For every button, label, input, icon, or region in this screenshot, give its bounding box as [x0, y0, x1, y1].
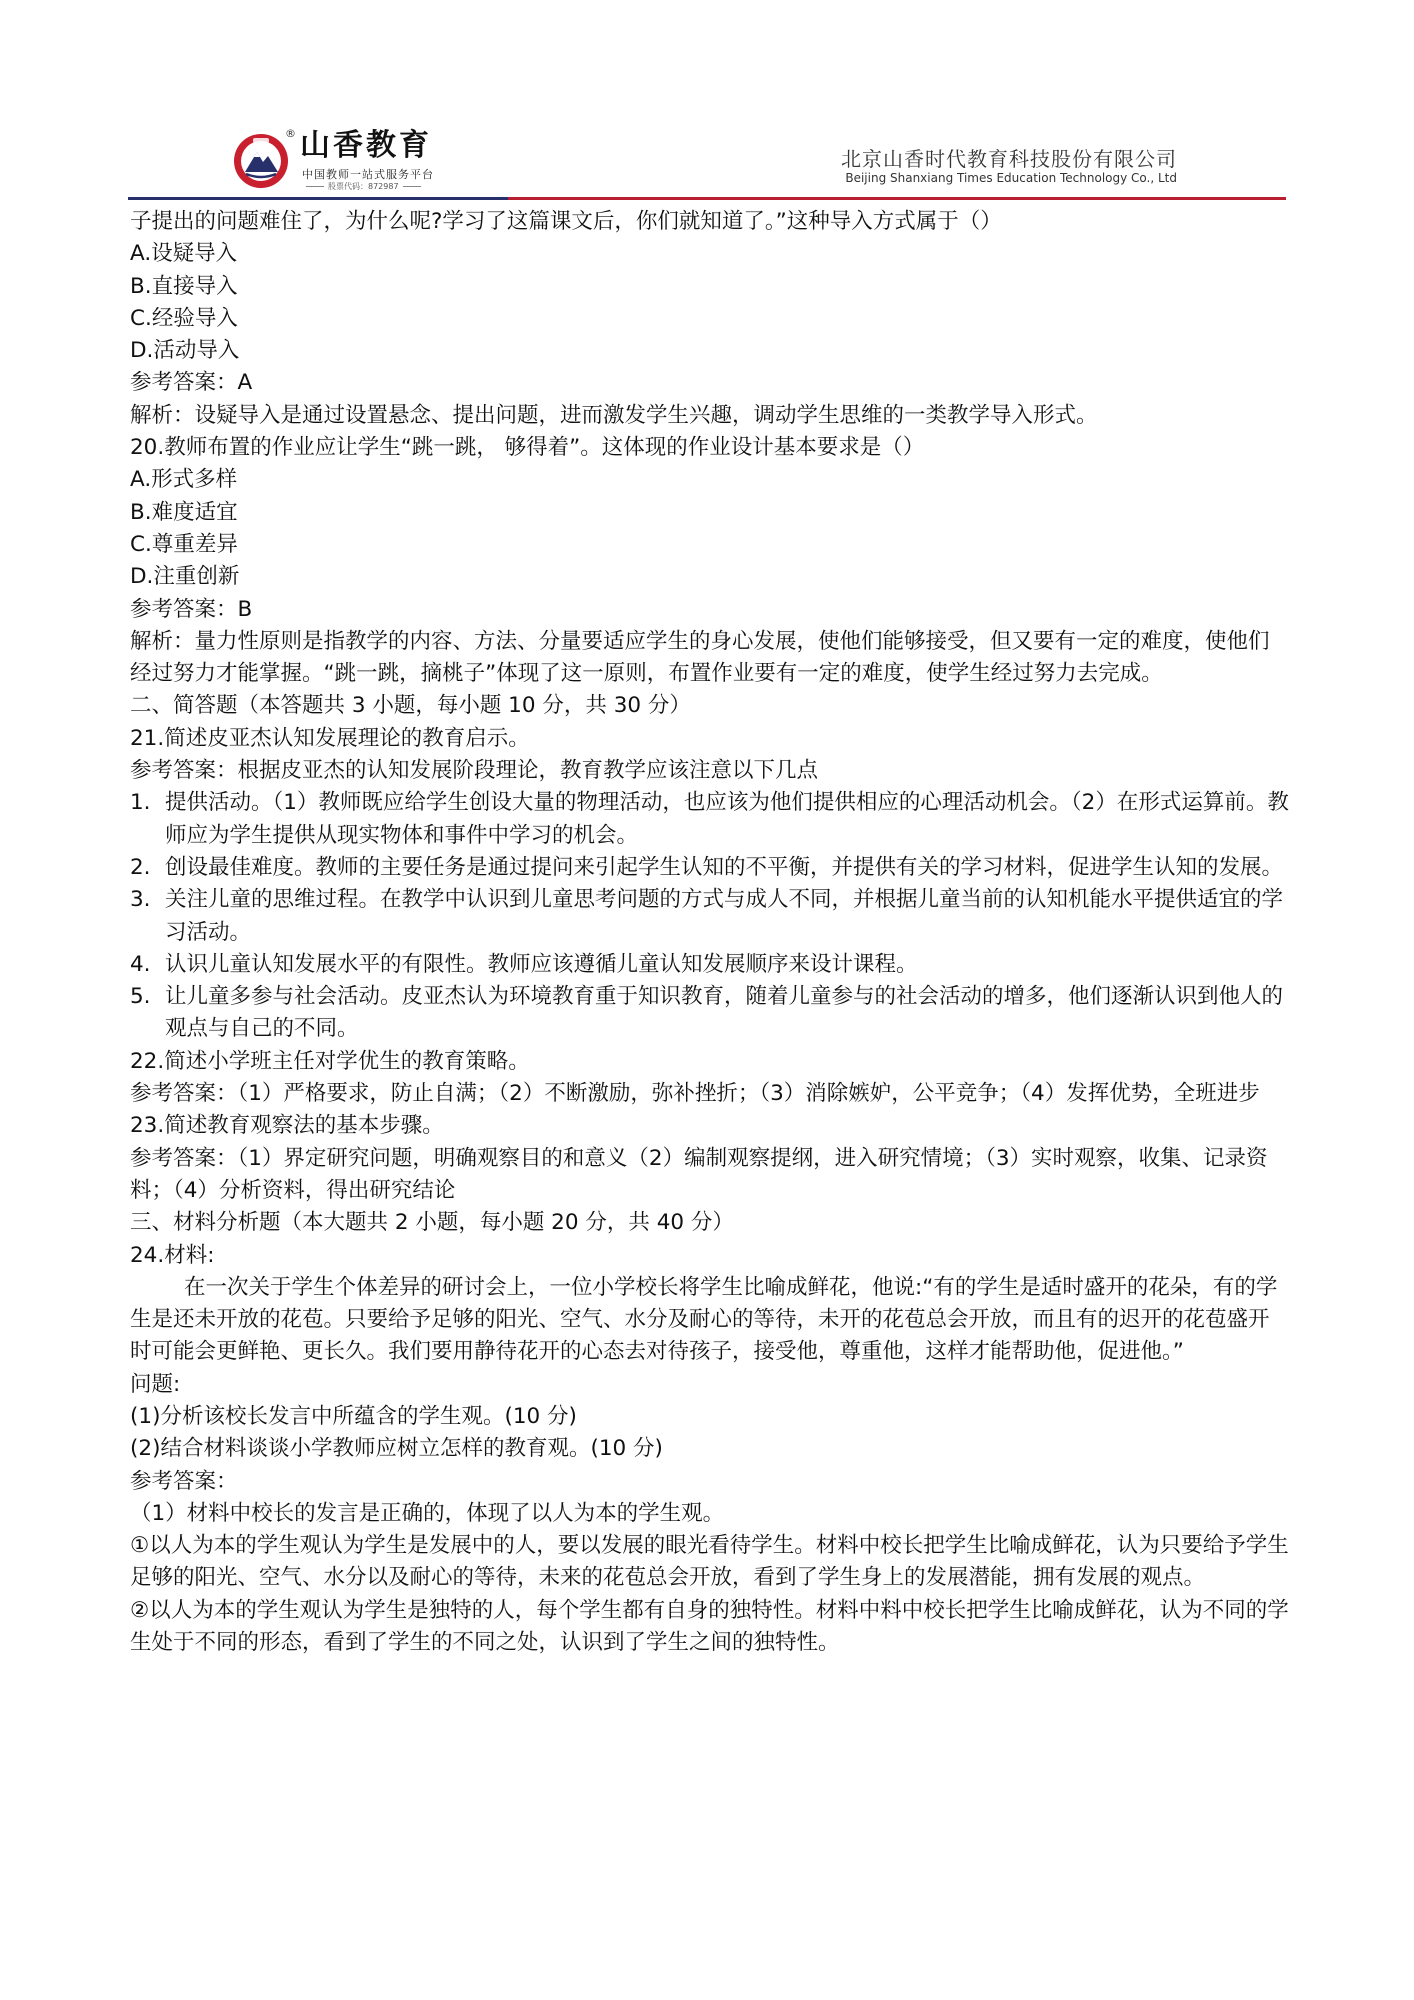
- q22-answer: 参考答案：（1）严格要求，防止自满；（2）不断激励，弥补挫折；（3）消除嫉妒，公平竞争；（4）发挥优势，全班进步: [130, 1081, 1260, 1107]
- q20-answer: 参考答案：B: [130, 596, 253, 622]
- q19-option-d: D.活动导入: [130, 338, 240, 364]
- q21-list-item: [130, 787, 1290, 852]
- logo-name: 山香教育: [300, 128, 432, 163]
- q24-answer-1a: ①以人为本的学生观认为学生是发展中的人，要以发展的眼光看待学生。材料中校长把学生比喻成鲜花，认为只要给予学生足够的阳光、空气、水分以及耐心的等待，未来的花苞总会开放，看到了学生身上的发展潜能，拥有发展的观点。: [130, 1533, 1289, 1591]
- registered-mark: ®: [285, 127, 296, 140]
- q19-stem: 子提出的问题难住了，为什么呢?学习了这篇课文后，你们就知道了。”这种导入方式属于（）: [130, 209, 1002, 234]
- list-number: 4.: [130, 951, 151, 977]
- q19-option-c: C.经验导入: [130, 305, 238, 331]
- q24-question-1: (1)分析该校长发言中所蕴含的学生观。(10 分): [130, 1403, 577, 1429]
- q21-list-item: [130, 981, 1290, 1046]
- logo-slogan: 中国教师一站式服务平台: [302, 168, 434, 181]
- q24-answer-1b: ②以人为本的学生观认为学生是独特的人，每个学生都有自身的独特性。材料中料中校长把学生比喻成鲜花，认为不同的学生处于不同的形态，看到了学生的不同之处，认识到了学生之间的独特性。: [130, 1597, 1289, 1656]
- q20-option-c: C.尊重差异: [130, 531, 238, 557]
- list-text: 创设最佳难度。教师的主要任务是通过提问来引起学生认知的不平衡，并提供有关的学习材料，促进学生认知的发展。: [165, 854, 1284, 880]
- list-number: 2.: [130, 854, 151, 880]
- q20-stem: 20.教师布置的作业应让学生“跳一跳， 够得着”。这体现的作业设计基本要求是（）: [130, 435, 925, 461]
- q21-stem: 21.简述皮亚杰认知发展理论的教育启示。: [130, 725, 530, 751]
- list-text: 提供活动。（1）教师既应给学生创设大量的物理活动，也应该为他们提供相应的心理活动机会。（2）在形式运算前。教师应为学生提供从现实物体和事件中学习的机会。: [165, 790, 1289, 848]
- q20-option-d: D.注重创新: [130, 564, 240, 590]
- list-text: 认识儿童认知发展水平的有限性。教师应该遵循儿童认知发展顺序来设计课程。: [165, 951, 918, 977]
- q21-list-item: [130, 852, 1290, 884]
- list-text: 关注儿童的思维过程。在教学中认识到儿童思考问题的方式与成人不同，并根据儿童当前的认知机能水平提供适宜的学习活动。: [165, 887, 1284, 945]
- q21-answer-intro: 参考答案：根据皮亚杰的认知发展阶段理论，教育教学应该注意以下几点: [130, 758, 819, 784]
- q24-label: 24.材料:: [130, 1242, 215, 1268]
- q19-answer: 参考答案：A: [130, 370, 253, 396]
- shanxiang-logo-icon: [232, 132, 290, 190]
- page-header: [0, 0, 1414, 212]
- q19-option-b: B.直接导入: [130, 273, 238, 299]
- list-number: 5.: [130, 984, 151, 1010]
- section-3-heading: 三、材料分析题（本大题共 2 小题，每小题 20 分，共 40 分）: [130, 1210, 734, 1236]
- q21-list-item: [130, 949, 1290, 981]
- q20-analysis: 解析：量力性原则是指教学的内容、方法、分量要适应学生的身心发展，使他们能够接受，但又要有一定的难度，使他们经过努力才能掌握。“跳一跳，摘桃子”体现了这一原则，布置作业要有一定的难度，使学生经过努力去完成。: [130, 628, 1270, 687]
- q20-option-b: B.难度适宜: [130, 499, 238, 525]
- q24-question-2: (2)结合材料谈谈小学教师应树立怎样的教育观。(10 分): [130, 1436, 663, 1462]
- company-name-en: Beijing Shanxiang Times Education Technology Co., Ltd: [845, 171, 1177, 185]
- q23-answer: 参考答案：（1）界定研究问题，明确观察目的和意义（2）编制观察提纲，进入研究情境；（3）实时观察，收集、记录资料；（4）分析资料，得出研究结论: [130, 1145, 1268, 1203]
- stock-code: 股票代码：872987: [302, 181, 425, 192]
- section-2-heading: 二、简答题（本答题共 3 小题，每小题 10 分，共 30 分）: [130, 693, 691, 719]
- header-rule-red: [508, 197, 1286, 200]
- q20-option-a: A.形式多样: [130, 467, 238, 493]
- document-body: [130, 206, 1290, 1659]
- company-name-cn: 北京山香时代教育科技股份有限公司: [841, 147, 1177, 171]
- q23-stem: 23.简述教育观察法的基本步骤。: [130, 1113, 444, 1139]
- q24-answer-1: （1）材料中校长的发言是正确的，体现了以人为本的学生观。: [130, 1500, 725, 1526]
- list-number: 1.: [130, 790, 151, 816]
- q19-option-a: A.设疑导入: [130, 241, 238, 267]
- q22-stem: 22.简述小学班主任对学优生的教育策略。: [130, 1048, 530, 1074]
- q24-material: 在一次关于学生个体差异的研讨会上，一位小学校长将学生比喻成鲜花，他说:“有的学生是适时盛开的花朵，有的学生是还未开放的花苞。只要给予足够的阳光、空气、水分及耐心的等待，未开的花苞总会开放，而且有的迟开的花苞盛开时可能会更鲜艳、更长久。我们要用静待花开的心态去对待孩子，接受他，尊重他，这样才能帮助他，促进他。”: [130, 1274, 1278, 1365]
- q21-list-item: [130, 884, 1290, 949]
- q19-analysis: 解析：设疑导入是通过设置悬念、提出问题，进而激发学生兴趣，调动学生思维的一类教学导入形式。: [130, 402, 1098, 428]
- header-rule-blue: [128, 197, 508, 200]
- q24-question-label: 问题:: [130, 1371, 181, 1397]
- list-number: 3.: [130, 887, 151, 913]
- q24-answer-label: 参考答案：: [130, 1468, 238, 1494]
- list-text: 让儿童多参与社会活动。皮亚杰认为环境教育重于知识教育，随着儿童参与的社会活动的增多，他们逐渐认识到他人的观点与自己的不同。: [165, 984, 1284, 1042]
